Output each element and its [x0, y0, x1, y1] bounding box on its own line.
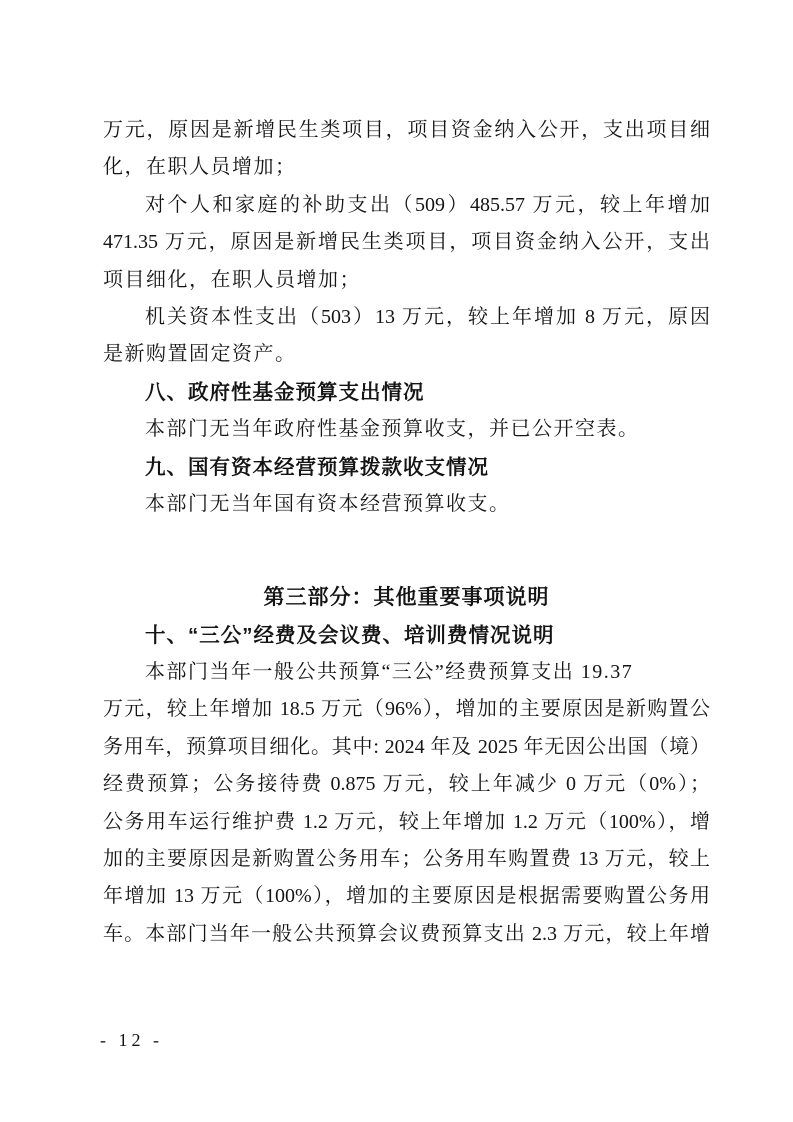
- text-line: 经费预算；公务接待费 0.875 万元，较上年减少 0 万元（0%）；: [103, 773, 710, 796]
- text-line: 公务用车运行维护费 1.2 万元，较上年增加 1.2 万元（100%），增: [103, 810, 710, 833]
- page-number: - 12 -: [100, 1030, 163, 1050]
- text-line: 车。本部门当年一般公共预算会议费预算支出 2.3 万元，较上年增: [103, 922, 710, 945]
- text-line: 471.35 万元，原因是新增民生类项目，项目资金纳入公开，支出: [103, 231, 710, 254]
- text-line: 本部门无当年政府性基金预算收支，并已公开空表。: [145, 418, 640, 441]
- text-line: 年增加 13 万元（100%），增加的主要原因是根据需要购置公务用: [103, 885, 710, 908]
- text-line: 项目细化，在职人员增加；: [103, 268, 361, 291]
- text-line: 万元，较上年增加 18.5 万元（96%），增加的主要原因是新购置公: [103, 698, 710, 721]
- document-text-block: [103, 112, 710, 953]
- text-line: 加的主要原因是新购置公务用车；公务用车购置费 13 万元，较上: [103, 848, 710, 871]
- text-line: 化，在职人员增加；: [103, 156, 297, 179]
- section-heading-10: 十、“三公”经费及会议费、培训费情况说明: [145, 623, 555, 647]
- section-heading-8: 八、政府性基金预算支出情况: [145, 380, 425, 404]
- part-3-heading: 第三部分：其他重要事项说明: [263, 585, 550, 610]
- text-line: 是新购置固定资产。: [103, 343, 297, 366]
- text-line: 对个人和家庭的补助支出（509）485.57 万元，较上年增加: [145, 193, 710, 216]
- text-line: 本部门无当年国有资本经营预算收支。: [145, 492, 511, 515]
- text-line: 本部门当年一般公共预算“三公”经费预算支出 19.37: [145, 661, 634, 684]
- text-line: 万元，原因是新增民生类项目，项目资金纳入公开，支出项目细: [103, 119, 710, 141]
- text-line: 机关资本性支出（503）13 万元，较上年增加 8 万元，原因: [145, 305, 710, 328]
- section-heading-9: 九、国有资本经营预算拨款收支情况: [145, 455, 489, 479]
- text-line: 务用车，预算项目细化。其中: 2024 年及 2025 年无因公出国（境）: [103, 735, 710, 758]
